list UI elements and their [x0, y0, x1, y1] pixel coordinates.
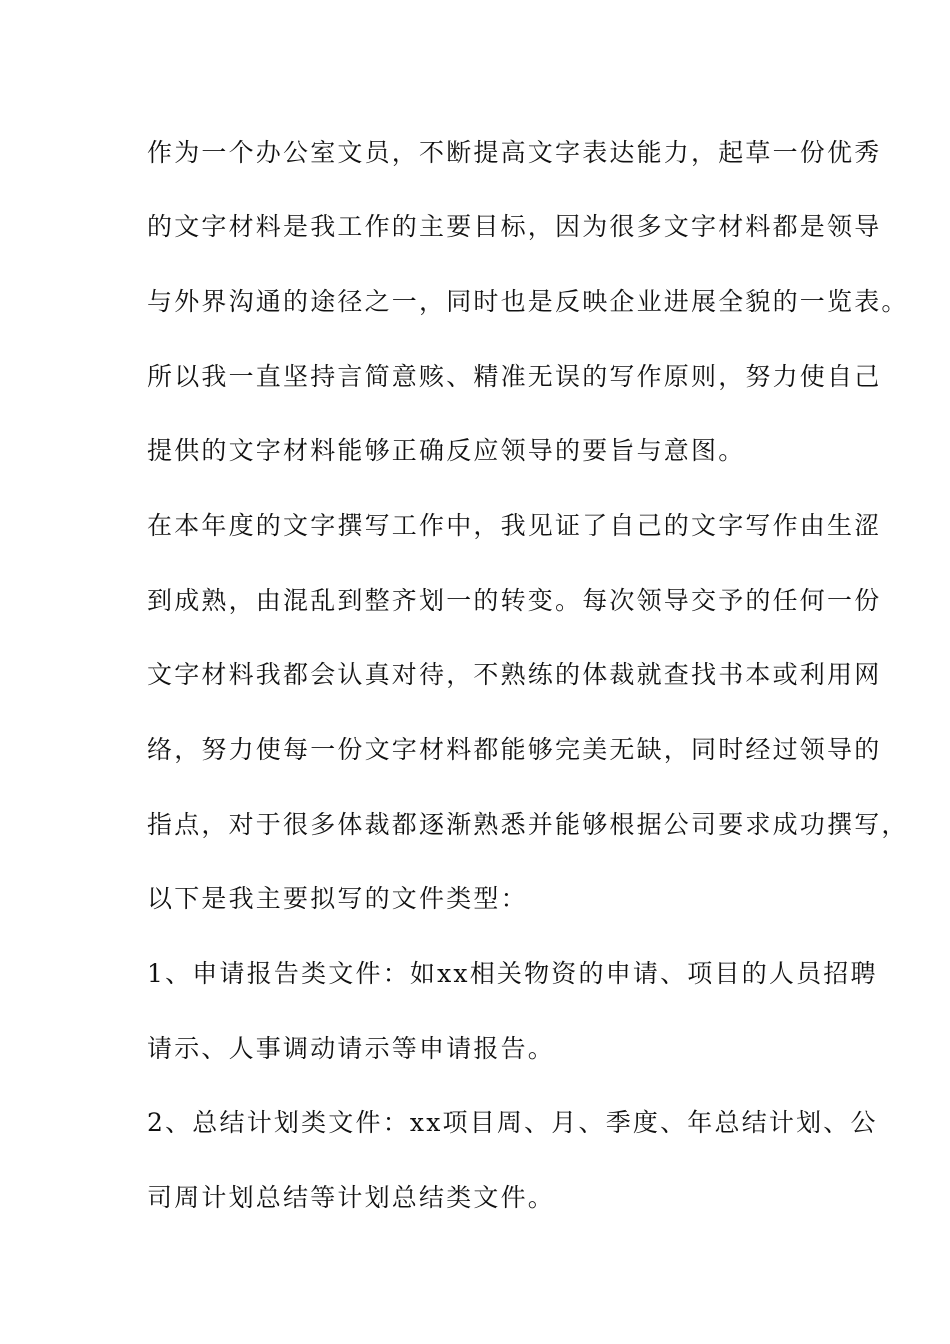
paragraph-line: 提供的文字材料能够正确反应领导的要旨与意图。 — [147, 436, 746, 465]
paragraph-line: 指点，对于很多体裁都逐渐熟悉并能够根据公司要求成功撰写， — [147, 810, 909, 839]
paragraph-line: 司周计划总结等计划总结类文件。 — [147, 1183, 556, 1212]
paragraph-line: 络，努力使每一份文字材料都能够完美无缺，同时经过领导的 — [147, 735, 882, 764]
paragraph-line: 1、申请报告类文件：如xx相关物资的申请、项目的人员招聘 — [147, 959, 878, 988]
paragraph-line: 在本年度的文字撰写工作中，我见证了自己的文字写作由生涩 — [147, 511, 882, 540]
paragraph-line: 与外界沟通的途径之一，同时也是反映企业进展全貌的一览表。 — [147, 287, 909, 316]
paragraph-line: 请示、人事调动请示等申请报告。 — [147, 1034, 556, 1063]
paragraph-line: 以下是我主要拟写的文件类型： — [147, 884, 528, 913]
paragraph-line: 的文字材料是我工作的主要目标，因为很多文字材料都是领导 — [147, 212, 882, 241]
paragraph-line: 2、总结计划类文件：xx项目周、月、季度、年总结计划、公 — [147, 1108, 878, 1137]
paragraph-line: 所以我一直坚持言简意赅、精准无误的写作原则，努力使自己 — [147, 362, 882, 391]
paragraph-line: 到成熟，由混乱到整齐划一的转变。每次领导交予的任何一份 — [147, 586, 882, 615]
paragraph-line: 作为一个办公室文员，不断提高文字表达能力，起草一份优秀 — [147, 138, 882, 167]
paragraph-line: 文字材料我都会认真对待，不熟练的体裁就查找书本或利用网 — [147, 660, 882, 689]
